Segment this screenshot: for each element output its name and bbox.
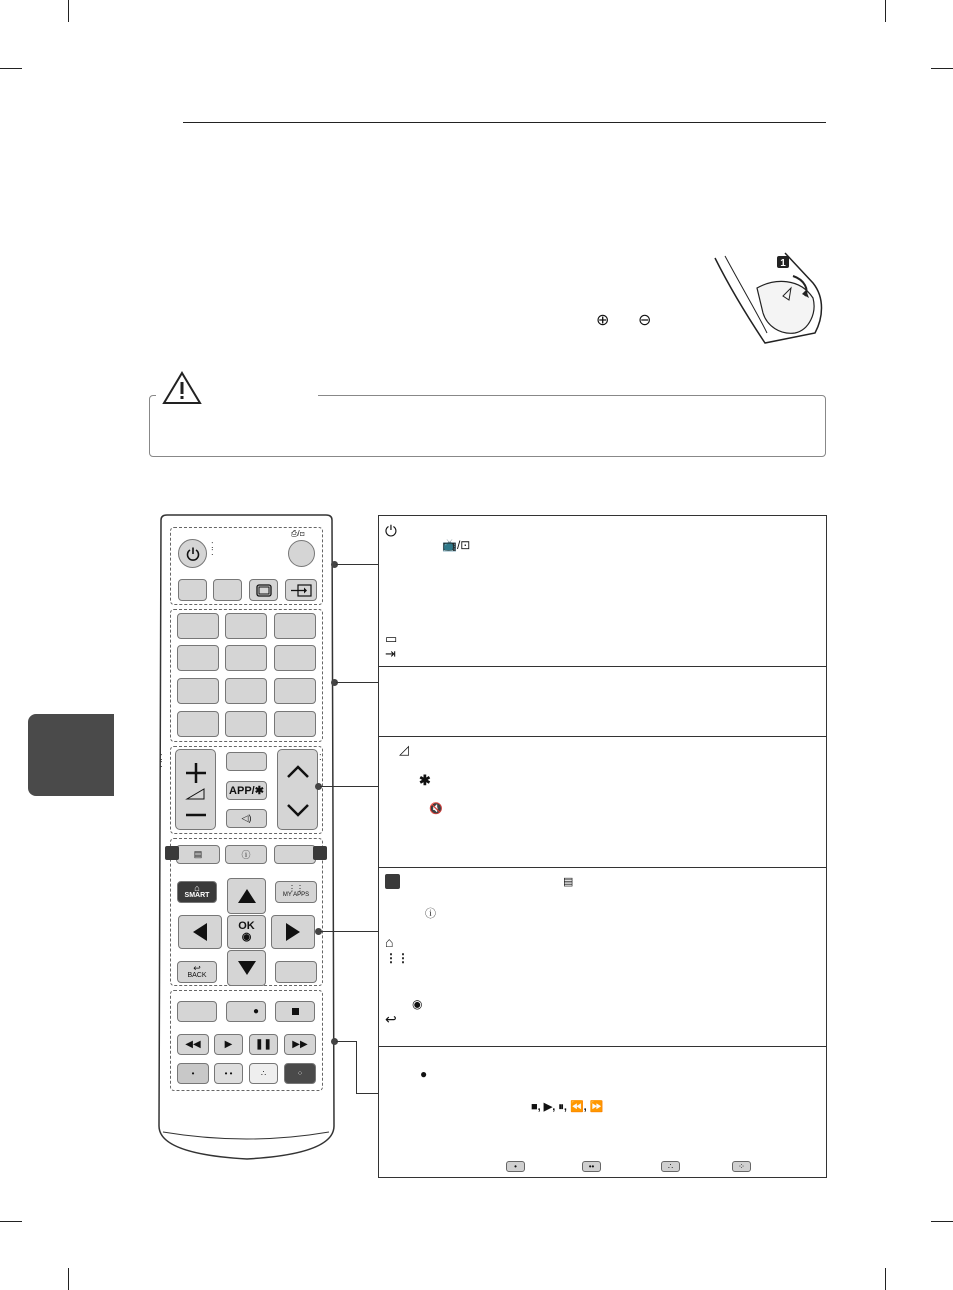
number-button-6[interactable] [274, 645, 316, 671]
ok-wheel-icon: ◉ [241, 931, 252, 943]
av-mode-button[interactable] [213, 579, 242, 601]
minus-terminal-icon: ⊖ [638, 312, 652, 329]
mute-button[interactable]: ◁) [226, 809, 267, 828]
app-icon: ✱ [419, 772, 431, 788]
number-button-7[interactable] [177, 678, 219, 704]
myapps-icon: ⋮⋮ [385, 951, 409, 965]
battery-cover-illustration [705, 238, 835, 353]
green-button[interactable]: • • [214, 1063, 243, 1084]
record-icon: ● [252, 1006, 259, 1017]
leader-line [336, 1041, 356, 1042]
navigation-panel [378, 867, 827, 1047]
crop-mark [68, 1268, 69, 1290]
volume-panel [378, 736, 827, 868]
crop-mark [0, 1221, 22, 1222]
right-indicator-square [313, 846, 327, 860]
leader-line-vertical [356, 1041, 357, 1093]
tv-radio-button[interactable] [288, 540, 315, 567]
section-tab [28, 714, 114, 796]
tv-radio-icon: 📺/⊡ [442, 538, 471, 552]
step-number: 1 [780, 258, 786, 269]
ratio-button[interactable] [249, 579, 278, 601]
stop-icon [292, 1008, 299, 1015]
mute-icon: 🔇 [429, 803, 443, 815]
guide-button[interactable] [177, 1001, 217, 1022]
plus-terminal-icon: ⊕ [596, 312, 610, 329]
number-button-3[interactable] [274, 613, 316, 639]
channel-up-down-icon [284, 753, 312, 827]
header-rule [183, 122, 826, 123]
teletext-button[interactable]: ▤ [176, 845, 220, 864]
leader-line [320, 786, 378, 787]
input-button[interactable] [285, 579, 317, 601]
back-icon: ↩ [385, 1011, 397, 1027]
my-apps-button[interactable] [275, 881, 317, 903]
power-icon: ⏻ [385, 523, 397, 540]
yellow-button[interactable]: ∴ [249, 1063, 278, 1084]
power-section-dots: ⁚ ⁚ [211, 541, 214, 557]
number-button-0[interactable] [225, 711, 267, 737]
number-panel [378, 666, 827, 737]
power-panel [378, 515, 827, 667]
record-button[interactable] [226, 1001, 266, 1022]
volume-icon: ◿ [399, 742, 409, 757]
home-icon: ⌂ [194, 883, 200, 893]
number-button-1[interactable] [177, 613, 219, 639]
down-arrow-button[interactable] [227, 950, 266, 986]
ok-button[interactable] [227, 915, 266, 949]
play-button[interactable]: ▶ [214, 1034, 243, 1055]
left-indicator-square [165, 846, 179, 860]
leader-line [320, 931, 378, 932]
caution-box [149, 395, 826, 457]
crop-mark [0, 68, 22, 69]
back-button[interactable] [177, 961, 217, 983]
right-arrow-button[interactable] [271, 915, 315, 949]
power-icon [185, 546, 201, 562]
home-icon: ⌂ [385, 934, 394, 950]
input-icon: ⇥ [385, 646, 396, 661]
stop-button[interactable] [275, 1001, 315, 1022]
leader-line [336, 564, 378, 565]
number-button-4[interactable] [177, 645, 219, 671]
number-button-9[interactable] [274, 678, 316, 704]
pause-button[interactable]: ❚❚ [249, 1034, 278, 1055]
app-button[interactable]: APP/✱ [226, 781, 267, 800]
smart-button[interactable] [177, 881, 217, 903]
ratio-icon: ▭ [385, 631, 398, 646]
green-button-icon: •• [582, 1161, 601, 1172]
up-arrow-button[interactable] [227, 878, 266, 914]
playback-icons: ■, ▶, ⏸, ⏪, ⏩ [531, 1101, 604, 1113]
channel-side-dots: ⁚ [319, 753, 322, 762]
volume-rocker[interactable] [175, 749, 216, 830]
back-icon: ↩ [193, 963, 201, 973]
indicator-square [385, 874, 400, 889]
input-icon [290, 584, 312, 597]
red-button-icon: • [506, 1161, 525, 1172]
right-arrow-icon [284, 922, 302, 942]
rewind-button[interactable]: ◀◀ [177, 1034, 209, 1055]
power-button[interactable] [178, 539, 207, 568]
warning-triangle-icon [162, 371, 202, 405]
blue-button-icon: ⁘ [732, 1161, 751, 1172]
crop-mark [885, 0, 886, 22]
volume-side-dots: ⁚ ⁚ [160, 753, 163, 769]
crop-mark [68, 0, 69, 22]
record-icon: ● [420, 1067, 428, 1081]
teletext-icon: ▤ [563, 876, 574, 888]
subtitle-button[interactable] [178, 579, 207, 601]
yellow-button-icon: ∴ [661, 1161, 680, 1172]
ratio-icon [256, 584, 272, 597]
ok-wheel-icon: ◉ [412, 997, 423, 1011]
volume-plus-minus-icon [182, 753, 210, 827]
left-arrow-button[interactable] [178, 915, 222, 949]
remote-control [157, 514, 336, 1165]
settings-button[interactable] [274, 845, 316, 864]
crop-mark [931, 68, 953, 69]
number-button-2[interactable] [225, 613, 267, 639]
down-arrow-icon [237, 959, 257, 977]
my-apps-icon: ⋮⋮ [288, 884, 304, 893]
quick-view-button[interactable] [274, 711, 316, 737]
tv-radio-icon: ⎙/⊡ [291, 529, 305, 538]
ok-label: OK [238, 920, 255, 932]
back-label: BACK [187, 972, 207, 979]
my-apps-label: MY APPS [282, 892, 310, 898]
favourite-button[interactable] [226, 752, 267, 771]
exit-button[interactable] [275, 961, 317, 983]
leader-line [336, 682, 378, 683]
left-arrow-icon [191, 922, 209, 942]
smart-label: SMART [184, 892, 210, 899]
crop-mark [885, 1268, 886, 1290]
info-button[interactable]: ⓘ [225, 845, 267, 864]
number-button-8[interactable] [225, 678, 267, 704]
list-button[interactable] [177, 711, 219, 737]
blue-button[interactable]: ⁘ [284, 1063, 316, 1084]
playback-panel [378, 1046, 827, 1178]
info-icon: ⓘ [425, 908, 436, 920]
number-button-5[interactable] [225, 645, 267, 671]
leader-line [356, 1093, 378, 1094]
fast-forward-button[interactable]: ▶▶ [284, 1034, 316, 1055]
channel-rocker[interactable] [277, 749, 318, 830]
up-arrow-icon [237, 887, 257, 905]
crop-mark [931, 1221, 953, 1222]
red-button[interactable]: • [177, 1063, 209, 1084]
